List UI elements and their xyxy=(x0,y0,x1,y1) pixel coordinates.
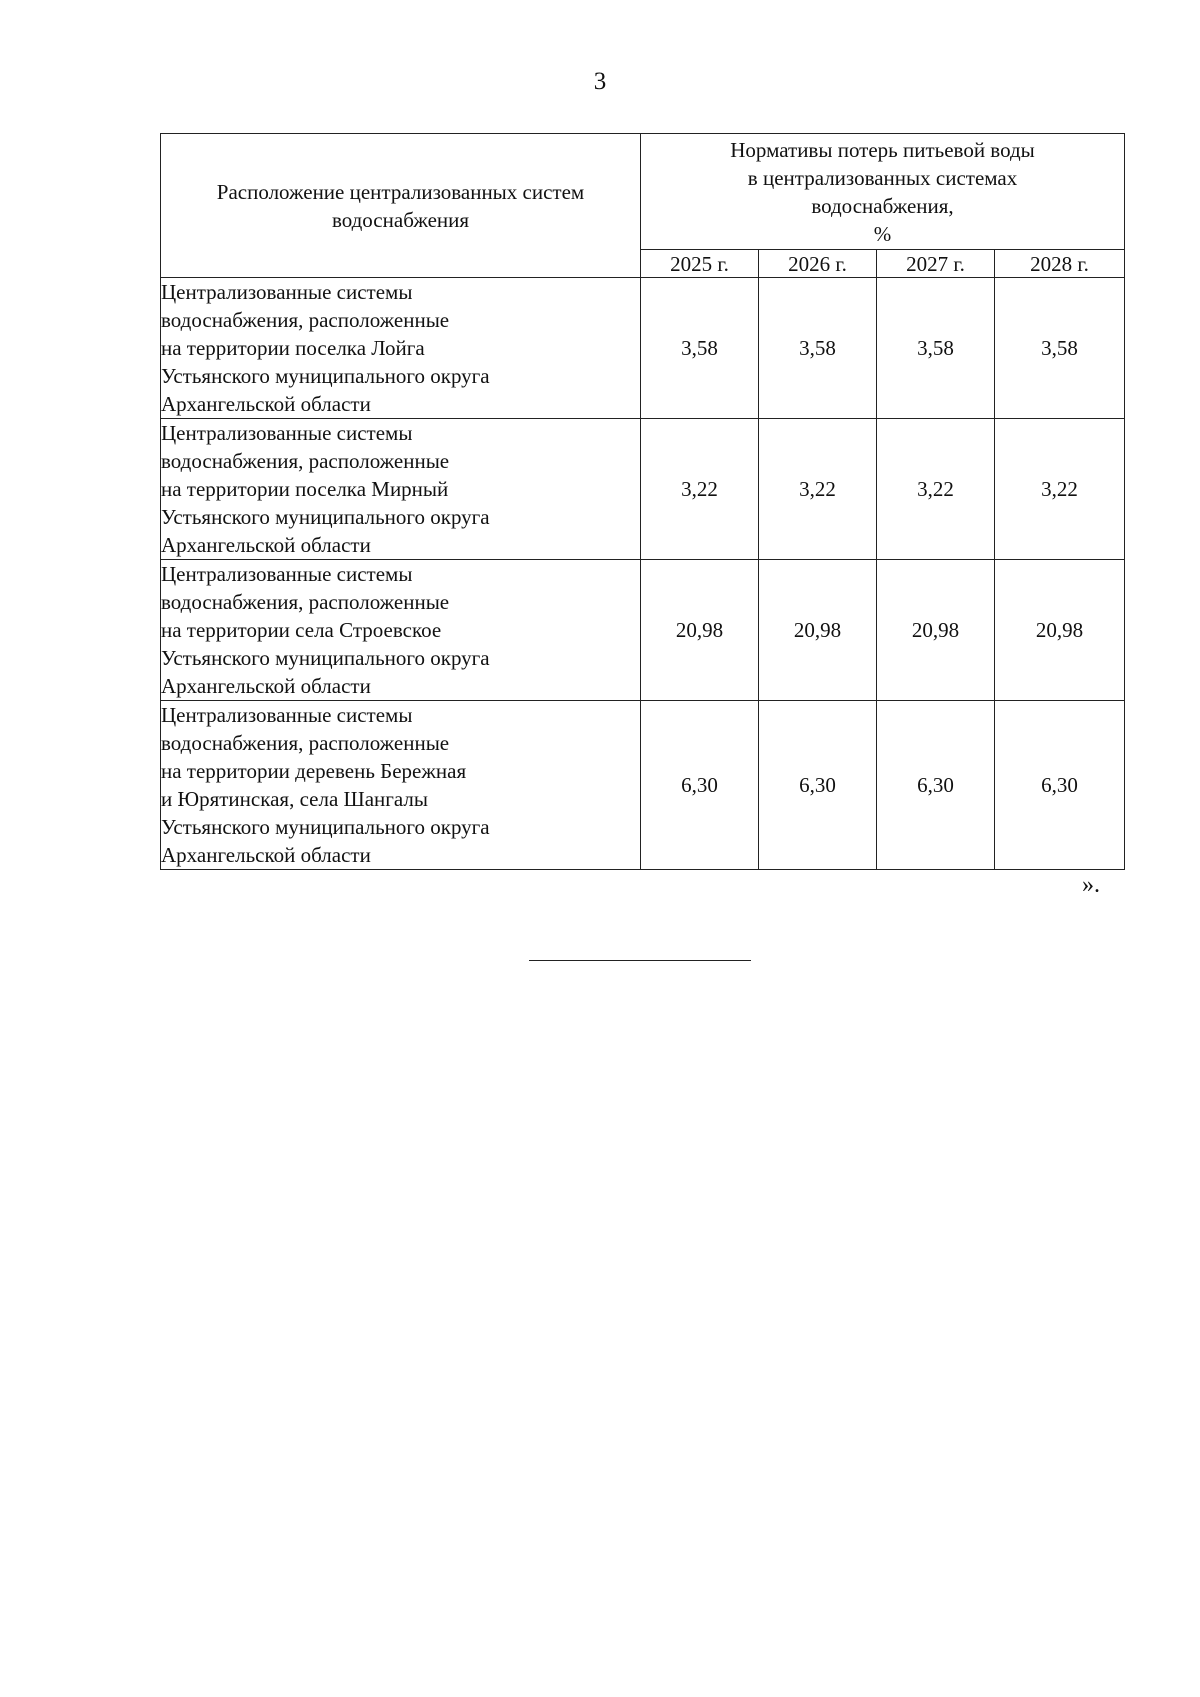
location-cell xyxy=(161,560,641,701)
year-header-2025: 2025 г. xyxy=(641,250,759,278)
location-line: водоснабжения, расположенные xyxy=(161,731,450,755)
location-line: водоснабжения, расположенные xyxy=(161,449,450,473)
location-line: Архангельской области xyxy=(161,674,371,698)
value-cell-2028: 3,22 xyxy=(995,419,1125,560)
location-line: водоснабжения, расположенные xyxy=(161,308,450,332)
location-line: на территории деревень Бережная xyxy=(161,759,467,783)
location-cell xyxy=(161,419,641,560)
location-line: Устьянского муниципального округа xyxy=(161,646,490,670)
location-line: Архангельской области xyxy=(161,392,371,416)
value-cell-2028: 20,98 xyxy=(995,560,1125,701)
location-line: Устьянского муниципального округа xyxy=(161,364,490,388)
location-line: и Юрятинская, села Шангалы xyxy=(161,787,428,811)
page-number: 3 xyxy=(593,68,607,95)
table-row xyxy=(161,278,1125,419)
value-cell-2025: 6,30 xyxy=(641,701,759,870)
header-line: % xyxy=(873,221,892,246)
value-cell-2026: 6,30 xyxy=(759,701,877,870)
year-header-2028: 2028 г. xyxy=(995,250,1125,278)
location-line: Архангельской области xyxy=(161,843,371,867)
location-line: Архангельской области xyxy=(161,533,371,557)
location-cell xyxy=(161,278,641,419)
location-line: на территории поселка Мирный xyxy=(161,477,449,501)
value-cell-2026: 3,22 xyxy=(759,419,877,560)
end-divider-line xyxy=(529,960,751,961)
header-line: Нормативы потерь питьевой воды xyxy=(730,137,1035,162)
value-cell-2025: 3,22 xyxy=(641,419,759,560)
value-cell-2026: 3,58 xyxy=(759,278,877,419)
value-cell-2027: 3,58 xyxy=(877,278,995,419)
header-line: в централизованных системах xyxy=(747,165,1018,190)
location-line: Централизованные системы xyxy=(161,562,413,586)
location-line: Централизованные системы xyxy=(161,421,413,445)
location-line: водоснабжения, расположенные xyxy=(161,590,450,614)
location-column-header xyxy=(161,134,641,278)
value-cell-2026: 20,98 xyxy=(759,560,877,701)
value-cell-2027: 20,98 xyxy=(877,560,995,701)
water-loss-norms-table xyxy=(160,133,1125,870)
location-line: Устьянского муниципального округа xyxy=(161,815,490,839)
table-header-row xyxy=(161,134,1125,250)
value-cell-2028: 6,30 xyxy=(995,701,1125,870)
year-header-2026: 2026 г. xyxy=(759,250,877,278)
table-row xyxy=(161,419,1125,560)
location-line: на территории села Строевское xyxy=(161,618,442,642)
location-line: Централизованные системы xyxy=(161,703,413,727)
header-line: водоснабжения, xyxy=(811,193,954,218)
value-cell-2025: 3,58 xyxy=(641,278,759,419)
location-line: на территории поселка Лойга xyxy=(161,336,425,360)
header-line: водоснабжения xyxy=(331,207,470,232)
value-cell-2028: 3,58 xyxy=(995,278,1125,419)
value-cell-2027: 3,22 xyxy=(877,419,995,560)
table-row xyxy=(161,701,1125,870)
header-line: Расположение централизованных систем xyxy=(216,179,585,204)
table-row xyxy=(161,560,1125,701)
location-line: Устьянского муниципального округа xyxy=(161,505,490,529)
value-cell-2027: 6,30 xyxy=(877,701,995,870)
norms-column-header xyxy=(641,134,1125,250)
location-line: Централизованные системы xyxy=(161,280,413,304)
year-header-2027: 2027 г. xyxy=(877,250,995,278)
closing-quote-mark: ». xyxy=(1082,872,1100,898)
location-cell xyxy=(161,701,641,870)
value-cell-2025: 20,98 xyxy=(641,560,759,701)
